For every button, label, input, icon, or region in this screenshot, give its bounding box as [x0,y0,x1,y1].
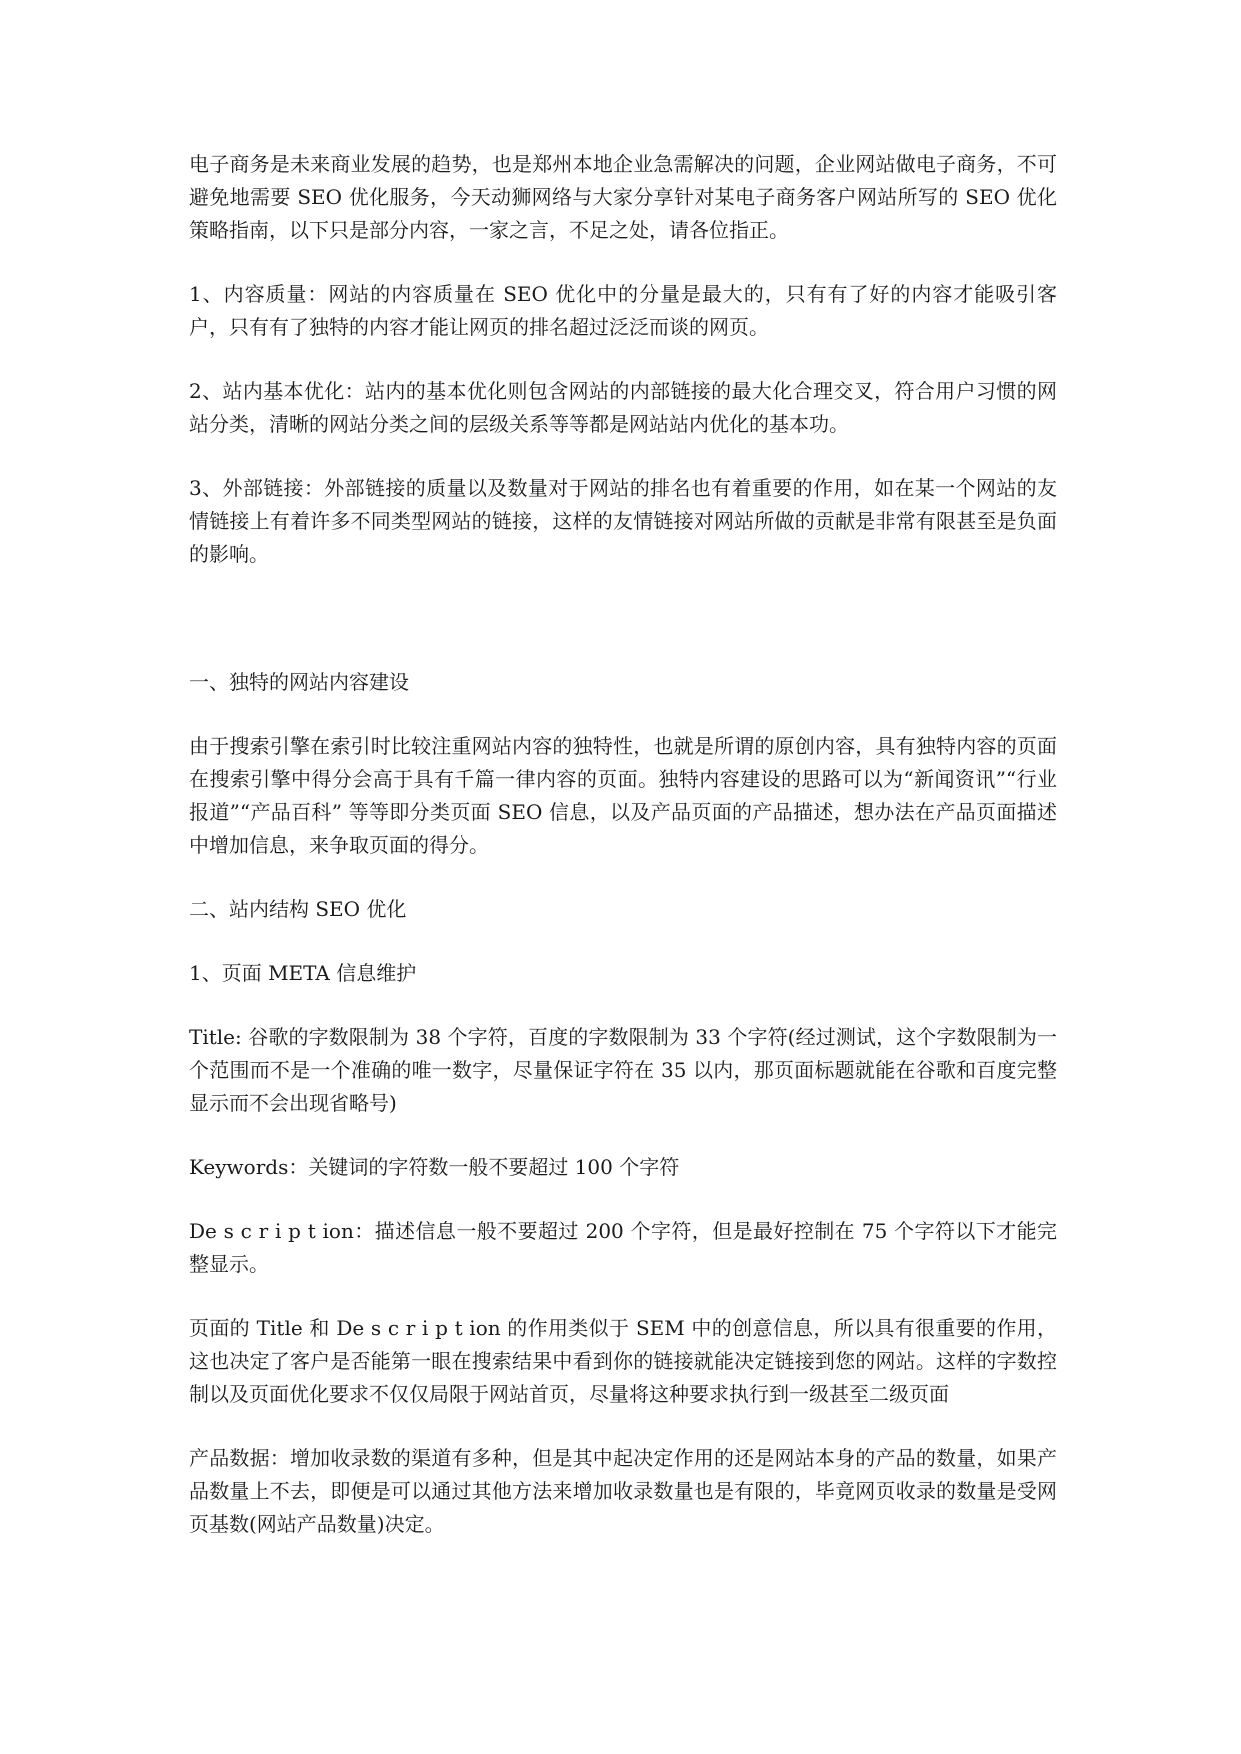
intro-paragraph: 电子商务是未来商业发展的趋势，也是郑州本地企业急需解决的问题，企业网站做电子商务，不可避免地需要 SEO 优化服务，今天动狮网络与大家分享针对某电子商务客户网站所写的 SEO 优化策略指南，以下只是部分内容，一家之言，不足之处，请各位指正。 [189,152,1057,242]
title-rule-paragraph: Title: 谷歌的字数限制为 38 个字符，百度的字数限制为 33 个字符(经过测试，这个字数限制为一个范围而不是一个准确的唯一数字，尽量保证字符在 35 以内，那页面标题就能在谷歌和百度完整显示而不会出现省略号) [189,1025,1057,1115]
section-spacer [189,602,1057,666]
subheading-meta-info: 1、页面 META 信息维护 [189,961,417,985]
point-onsite-optimization: 2、站内基本优化：站内的基本优化则包含网站的内部链接的最大化合理交叉，符合用户习惯的网站分类，清晰的网站分类之间的层级关系等等都是网站站内优化的基本功。 [189,379,1057,436]
meta-note-paragraph: 页面的 Title 和 De s c r i p t ion 的作用类似于 SEM 中的创意信息，所以具有很重要的作用，这也决定了客户是否能第一眼在搜索结果中看到你的链接就能决定链接到您的网站。这样的字数控制以及页面优化要求不仅仅局限于网站首页，尽量将这种要求执行到一级甚至二级页面 [189,1316,1057,1406]
keywords-rule-paragraph: Keywords：关键词的字符数一般不要超过 100 个字符 [189,1155,680,1179]
section-heading-site-structure: 二、站内结构 SEO 优化 [189,897,407,921]
section-heading-unique-content: 一、独特的网站内容建设 [189,670,409,694]
point-external-links: 3、外部链接：外部链接的质量以及数量对于网站的排名也有着重要的作用，如在某一个网站的友情链接上有着许多不同类型网站的链接，这样的友情链接对网站所做的贡献是非常有限甚至是负面的影响。 [189,476,1057,566]
product-data-paragraph: 产品数据：增加收录数的渠道有多种，但是其中起决定作用的还是网站本身的产品的数量，如果产品数量上不去，即便是可以通过其他方法来增加收录数量也是有限的，毕竟网页收录的数量是受网页基数(网站产品数量)决定。 [189,1446,1057,1536]
point-content-quality: 1、内容质量：网站的内容质量在 SEO 优化中的分量是最大的，只有有了好的内容才能吸引客户，只有有了独特的内容才能让网页的排名超过泛泛而谈的网页。 [189,282,1057,339]
unique-content-paragraph: 由于搜索引擎在索引时比较注重网站内容的独特性，也就是所谓的原创内容，具有独特内容的页面在搜索引擎中得分会高于具有千篇一律内容的页面。独特内容建设的思路可以为“新闻资讯”“行业报道”“产品百科” 等等即分类页面 SEO 信息，以及产品页面的产品描述，想办法在产品页面描述中增加信息，来争取页面的得分。 [189,734,1057,857]
document-body [189,148,1057,1572]
description-rule-paragraph: De s c r i p t ion：描述信息一般不要超过 200 个字符，但是最好控制在 75 个字符以下才能完整显示。 [189,1219,1057,1276]
